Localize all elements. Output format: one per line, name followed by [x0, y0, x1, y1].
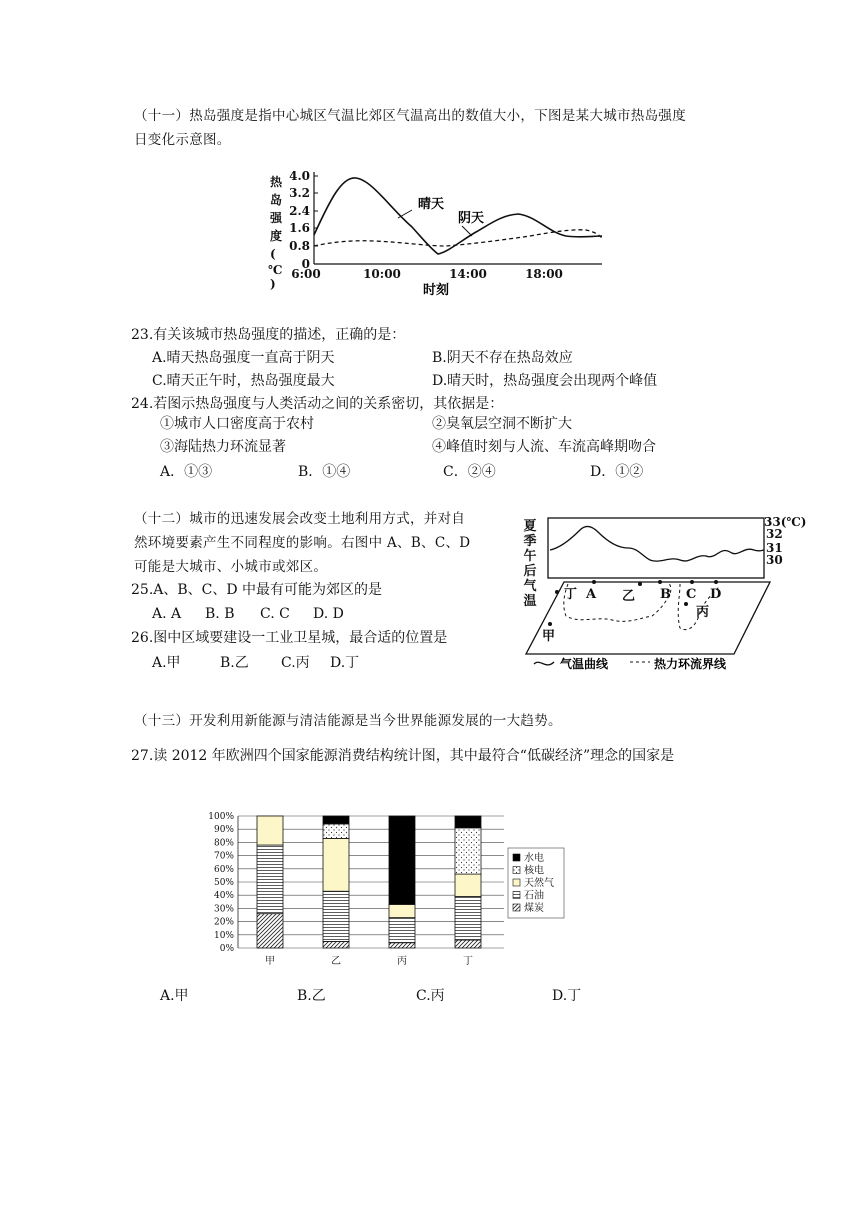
- q25-option-c: C. C: [260, 606, 290, 622]
- location-dot: [592, 580, 596, 584]
- location-label: 甲: [542, 629, 556, 644]
- q24-item-3: ③海陆热力环流显著: [160, 439, 286, 455]
- q26-stem: 26.图中区域要建设一工业卫星城，最合适的位置是: [131, 630, 448, 646]
- legend-label: 核电: [524, 865, 544, 877]
- heat-ylabel-char: ): [270, 277, 276, 291]
- location-dot: [684, 602, 688, 606]
- q27-option-b: B.乙: [297, 988, 326, 1004]
- heat-island-chart: [262, 160, 612, 300]
- energy-x-tick: 乙: [331, 956, 341, 967]
- location-dot: [690, 580, 694, 584]
- bar-segment: [257, 914, 283, 948]
- q23-option-d: D.晴天时，热岛强度会出现两个峰值: [432, 373, 658, 389]
- side-label-char: 温: [523, 594, 537, 609]
- location-dot: [555, 590, 559, 594]
- heat-x-tick: 10:00: [363, 267, 401, 281]
- legend-swatch: [513, 854, 520, 861]
- q24-option-a: A．①③: [160, 464, 213, 480]
- temp-scale-label: 30: [766, 553, 783, 567]
- bar-segment: [389, 918, 415, 943]
- q27-stem: 27.读 2012 年欧洲四个国家能源消费结构统计图，其中最符合“低碳经济”理念的国家是: [131, 748, 675, 764]
- bar-segment: [389, 943, 415, 948]
- q25-option-a: A. A: [152, 606, 182, 622]
- energy-y-tick: 60%: [213, 864, 234, 875]
- location-dot: [548, 622, 552, 626]
- bar-segment: [257, 816, 283, 845]
- bar-segment: [455, 828, 481, 874]
- energy-y-tick: 0%: [219, 944, 234, 954]
- heat-y-tick: 1.6: [289, 221, 310, 235]
- q26-option-c: C.丙: [281, 655, 310, 671]
- energy-x-tick: 甲: [265, 956, 275, 967]
- legend-label: 天然气: [524, 878, 554, 889]
- q26-option-d: D.丁: [330, 655, 360, 671]
- energy-y-tick: 70%: [213, 851, 234, 862]
- ground-plane: [526, 582, 770, 654]
- heat-y-tick: 4.0: [289, 169, 310, 183]
- energy-y-tick: 30%: [213, 904, 234, 915]
- section12-intro-line3: 可能是大城市、小城市或郊区。: [134, 559, 328, 575]
- q27-option-d: D.丁: [552, 988, 582, 1004]
- temp-panel: [548, 518, 764, 578]
- legend-curve-symbol: [534, 662, 554, 665]
- legend-swatch: [513, 892, 520, 899]
- heat-ylabel-char: 强: [270, 211, 283, 225]
- q23-stem: 23.有关该城市热岛强度的描述，正确的是：: [131, 327, 406, 343]
- bar-segment: [389, 816, 415, 904]
- section12-intro-line1: （十二）城市的迅速发展会改变土地利用方式，并对自: [134, 511, 466, 527]
- energy-y-tick: 50%: [213, 878, 234, 888]
- q23-option-c: C.晴天正午时，热岛强度最大: [152, 373, 335, 389]
- q27-option-c: C.丙: [416, 988, 445, 1004]
- q24-item-2: ②臭氧层空洞不断扩大: [432, 416, 572, 432]
- q25-stem: 25.A、B、C、D 中最有可能为郊区的是: [131, 582, 383, 598]
- legend-curve-label: 气温曲线: [560, 657, 609, 671]
- section13-intro: （十三）开发利用新能源与清洁能源是当今世界能源发展的一大趋势。: [134, 713, 562, 729]
- heat-ylabel-char: 度: [270, 229, 283, 243]
- bar-segment: [455, 874, 481, 896]
- legend-swatch: [513, 879, 520, 886]
- heat-x-tick: 14:00: [449, 267, 487, 281]
- energy-y-tick: 10%: [213, 930, 234, 941]
- side-label-char: 夏: [523, 519, 537, 534]
- cloudy-pointer: [462, 226, 472, 236]
- section12-intro-line2: 然环境要素产生不同程度的影响。右图中 A、B、C、D: [134, 535, 471, 551]
- q26-option-a: A.甲: [152, 655, 181, 671]
- q25-option-d: D. D: [313, 606, 344, 622]
- energy-consumption-chart: [200, 806, 580, 972]
- location-dot: [658, 580, 662, 584]
- location-label: B: [660, 587, 671, 602]
- bar-segment: [257, 845, 283, 914]
- bar-segment: [323, 941, 349, 948]
- bar-segment: [323, 816, 349, 824]
- location-label: 乙: [622, 589, 636, 604]
- location-label: A: [586, 587, 597, 602]
- q23-option-a: A.晴天热岛强度一直高于阴天: [152, 350, 335, 366]
- side-label-char: 午: [523, 549, 537, 564]
- energy-y-tick: 100%: [208, 812, 234, 822]
- bar-segment: [455, 897, 481, 941]
- heat-ylabel-char: (: [270, 247, 276, 261]
- legend-boundary-label: 热力环流界线: [654, 657, 727, 671]
- temp-scale-label: 32: [766, 527, 783, 541]
- legend-swatch: [513, 867, 520, 874]
- sunny-label: 晴天: [418, 197, 445, 212]
- heat-ylabel-char: 热: [270, 175, 283, 189]
- bar-segment: [323, 891, 349, 941]
- q24-option-c: C．②④: [443, 464, 496, 480]
- heat-y-tick: 0: [301, 257, 310, 271]
- section11-intro-line2: 日变化示意图。: [134, 132, 231, 148]
- legend-label: 石油: [524, 890, 544, 902]
- energy-y-tick: 90%: [213, 825, 234, 836]
- q24-stem: 24.若图示热岛强度与人类活动之间的关系密切，其依据是：: [131, 396, 504, 412]
- cloudy-label: 阴天: [458, 211, 485, 226]
- side-label-char: 气: [523, 579, 537, 594]
- q25-option-b: B. B: [205, 606, 235, 622]
- location-label: D: [710, 587, 722, 602]
- legend-label: 水电: [524, 853, 544, 864]
- location-label: C: [686, 587, 697, 602]
- location-label: 丁: [564, 587, 578, 602]
- q24-option-b: B．①④: [298, 464, 351, 480]
- q26-option-b: B.乙: [220, 655, 249, 671]
- heat-y-tick: 0.8: [289, 239, 310, 253]
- temp-legend: [534, 656, 727, 671]
- heat-y-tick: 3.2: [289, 186, 310, 200]
- bar-segment: [389, 904, 415, 917]
- temperature-diagram: [520, 512, 807, 674]
- heat-ylabel-char: 岛: [270, 193, 283, 207]
- location-dot: [714, 580, 718, 584]
- q24-item-1: ①城市人口密度高于农村: [160, 416, 314, 432]
- energy-x-tick: 丁: [463, 956, 473, 967]
- bar-segment: [455, 816, 481, 828]
- heat-x-tick: 6:00: [291, 267, 321, 281]
- heat-ylabel-char: ℃: [268, 263, 283, 277]
- side-label-char: 季: [523, 534, 537, 549]
- location-label: 丙: [696, 605, 710, 620]
- section11-intro-line1: （十一）热岛强度是指中心城区气温比郊区气温高出的数值大小，下图是某大城市热岛强度: [134, 108, 686, 124]
- q23-option-b: B.阴天不存在热岛效应: [432, 350, 573, 366]
- q24-option-d: D．①②: [590, 464, 644, 480]
- legend-swatch: [513, 904, 520, 911]
- bar-segment: [323, 824, 349, 839]
- q27-option-a: A.甲: [160, 988, 189, 1004]
- heat-y-tick: 2.4: [289, 204, 310, 218]
- heat-xlabel: 时刻: [422, 283, 450, 298]
- location-dot: [638, 582, 642, 586]
- temp-scale-label: 33(℃): [764, 515, 807, 529]
- sunny-pointer: [398, 210, 412, 218]
- side-label-char: 后: [523, 564, 537, 579]
- bar-segment: [323, 838, 349, 891]
- q24-item-4: ④峰值时刻与人流、车流高峰期吻合: [432, 439, 656, 455]
- bar-segment: [455, 940, 481, 948]
- energy-y-tick: 80%: [213, 838, 234, 849]
- heat-x-tick: 18:00: [525, 267, 563, 281]
- energy-x-tick: 丙: [397, 956, 407, 967]
- energy-y-tick: 40%: [213, 891, 234, 902]
- legend-label: 煤炭: [524, 903, 544, 914]
- energy-y-tick: 20%: [213, 917, 234, 928]
- temp-scale-label: 31: [766, 541, 783, 555]
